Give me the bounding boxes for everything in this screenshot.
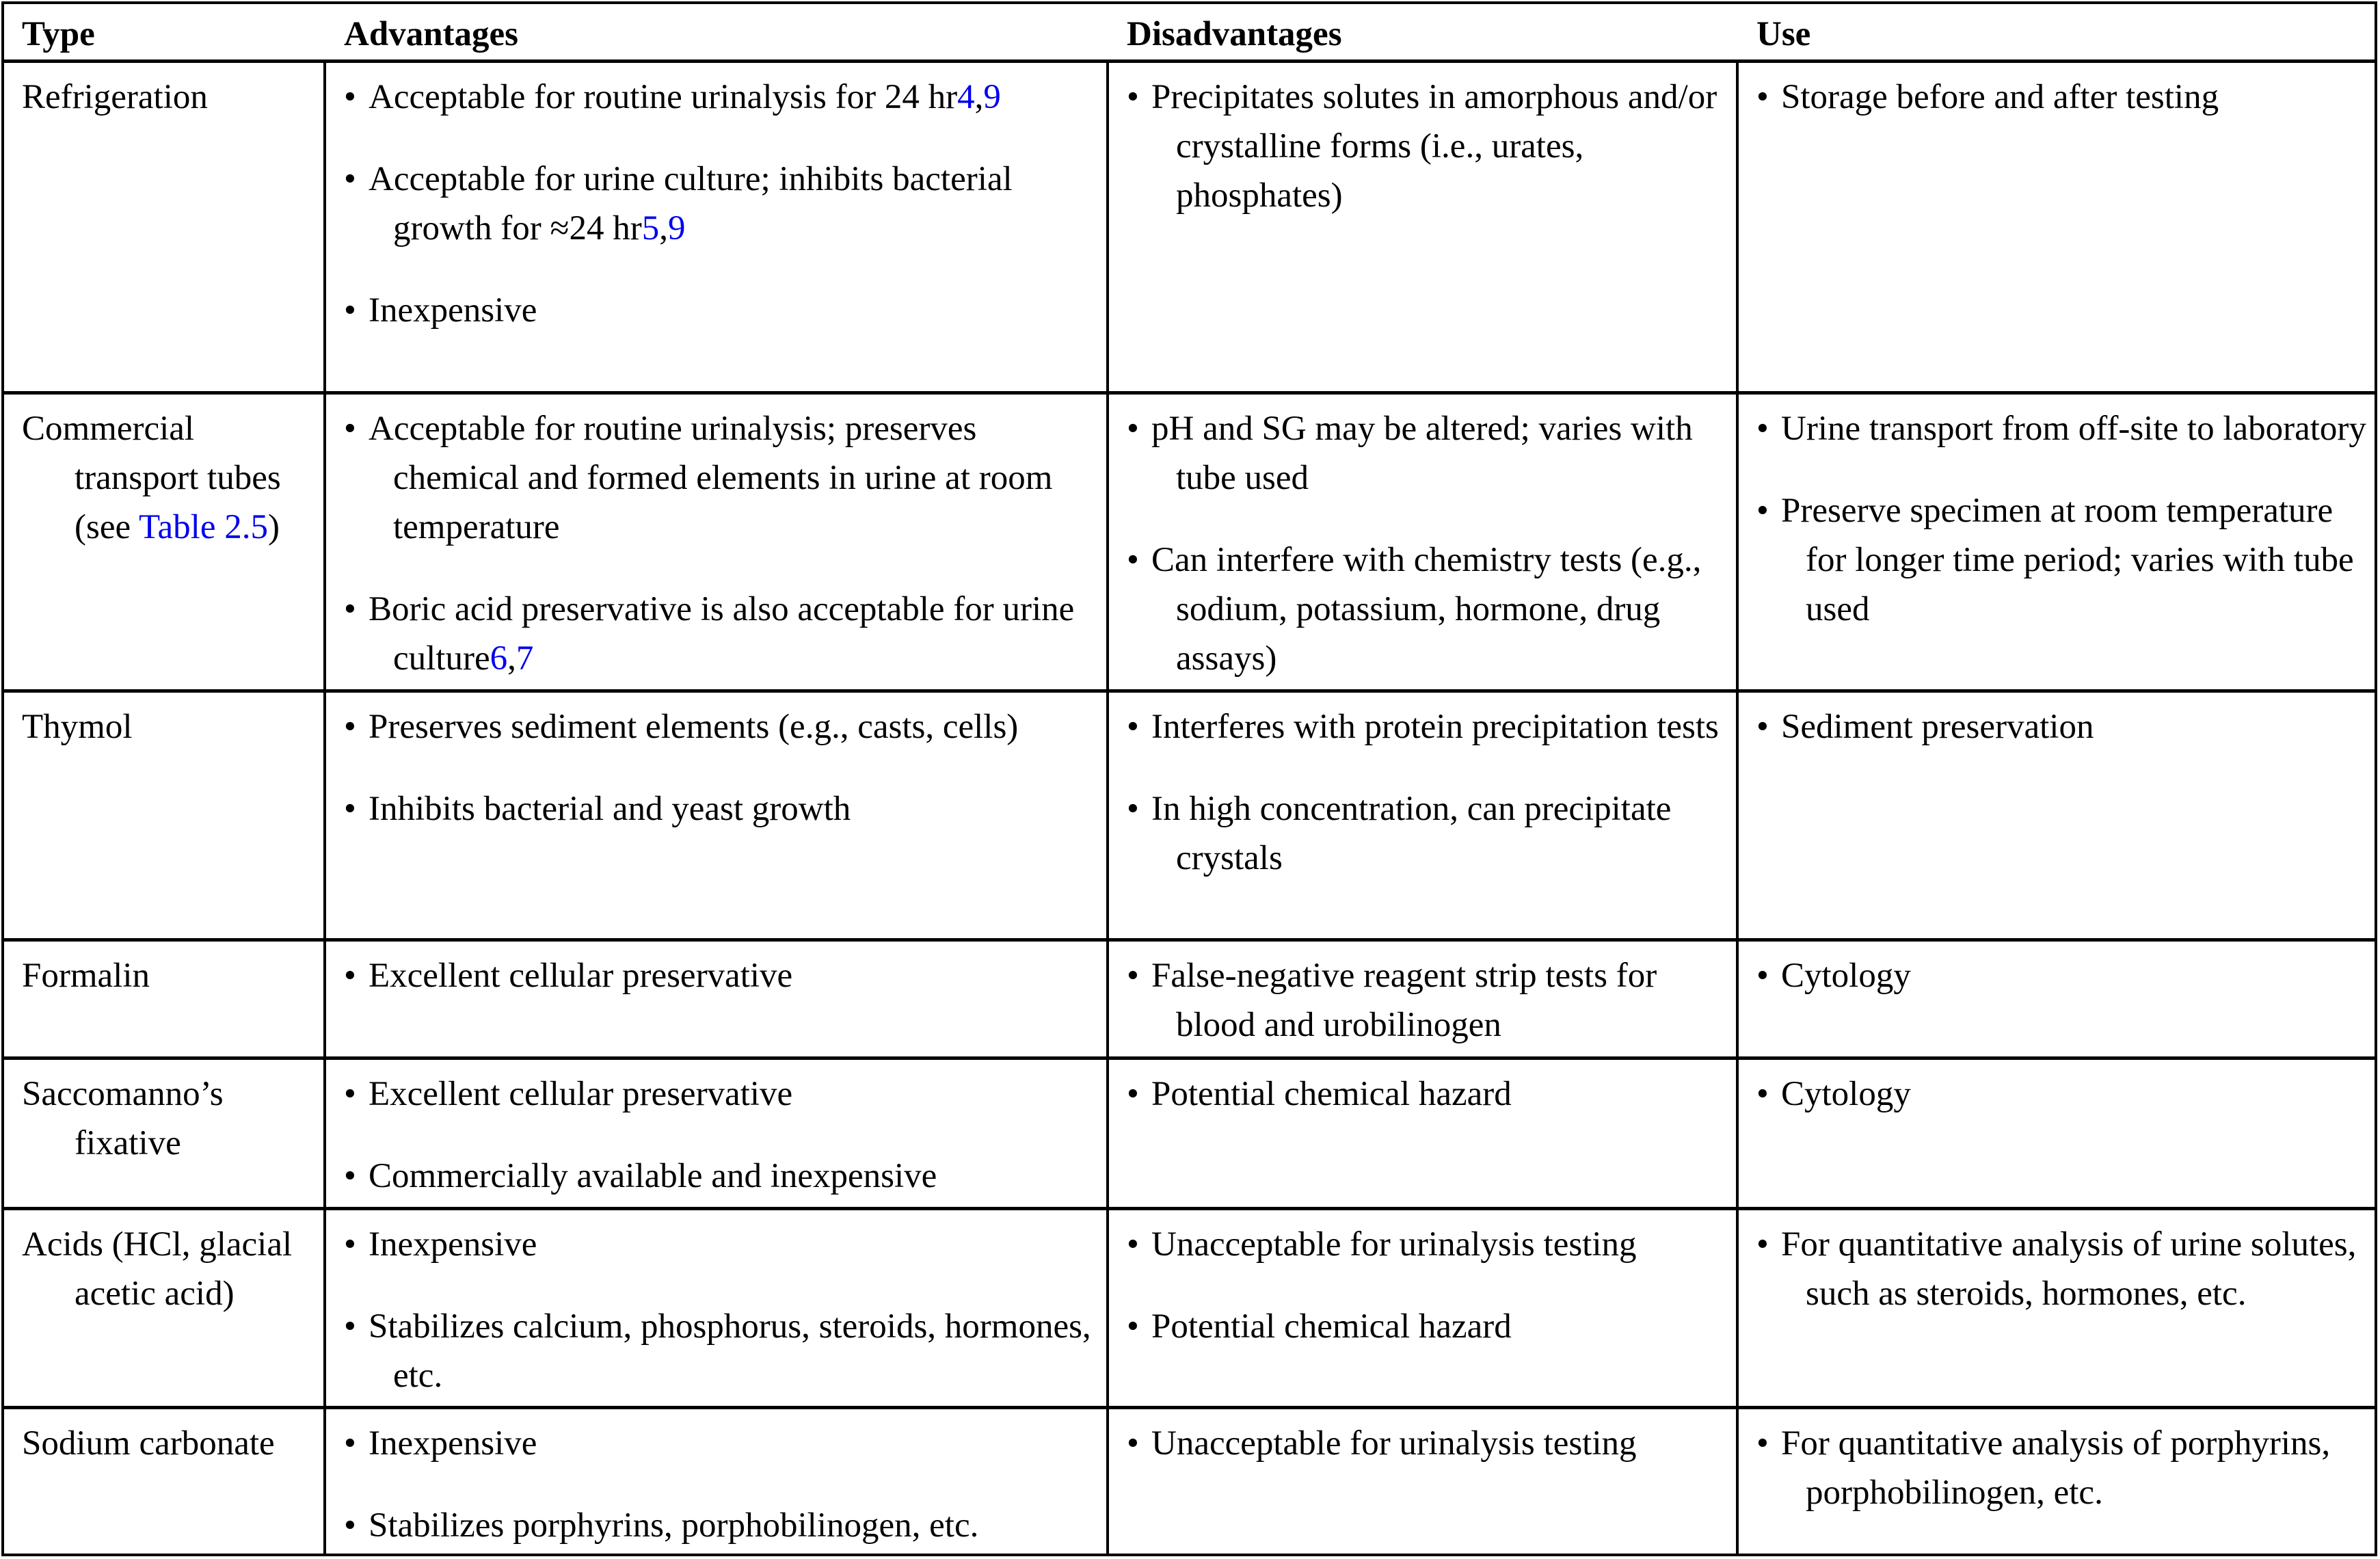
- type-label: [22, 1069, 317, 1168]
- item-text: Storage before and after testing: [1781, 78, 2219, 116]
- bullet-icon: •: [1756, 1075, 1769, 1113]
- list-item: [344, 1302, 1097, 1400]
- item-text: Precipitates solutes in amorphous and/or crystalline forms (i.e., urates, phosphates): [1151, 78, 1717, 215]
- list-item: [344, 286, 1097, 335]
- advantages-text: [369, 286, 1097, 335]
- item-text: Unacceptable for urinalysis testing: [1151, 1225, 1637, 1264]
- header-type: Type: [22, 15, 95, 53]
- advantages-cell: [323, 693, 1106, 938]
- item-text: False-negative reagent strip tests for blood and urobilinogen: [1151, 957, 1657, 1044]
- advantages-text: [369, 702, 1097, 751]
- type-cell: [4, 693, 323, 938]
- item-text: Preserves sediment elements (e.g., casts, cells): [369, 708, 1019, 746]
- list-item: [1756, 702, 2373, 751]
- advantages-list: [344, 1069, 1097, 1201]
- bullet-icon: •: [1127, 1075, 1139, 1113]
- bullet-icon: •: [1127, 790, 1139, 828]
- bullet-icon: •: [1127, 957, 1139, 995]
- list-item: [1756, 486, 2373, 634]
- bullet-icon: •: [1127, 78, 1139, 116]
- type-label: [22, 702, 317, 751]
- bullet-icon: •: [344, 1225, 356, 1264]
- list-item: [1127, 535, 1730, 683]
- list-item: [344, 1220, 1097, 1269]
- advantages-text: [369, 155, 1097, 253]
- bullet-icon: •: [344, 1307, 356, 1346]
- bullet-icon: •: [1756, 492, 1769, 530]
- bullet-icon: •: [1127, 541, 1139, 579]
- item-text: Cytology: [1781, 1075, 1911, 1113]
- list-item: [1756, 1069, 2373, 1119]
- bullet-icon: •: [344, 1157, 356, 1195]
- disadvantages-text: [1151, 1419, 1730, 1468]
- disadvantages-cell: [1106, 693, 1736, 938]
- table-reference-link[interactable]: Table 2.5: [138, 508, 268, 546]
- disadvantages-cell: [1106, 942, 1736, 1056]
- use-text: [1781, 702, 2373, 751]
- use-cell: [1736, 1060, 2380, 1207]
- item-text: Potential chemical hazard: [1151, 1075, 1512, 1113]
- type-label: [22, 1419, 317, 1468]
- reference-link[interactable]: 6: [490, 639, 508, 678]
- item-text: Unacceptable for urinalysis testing: [1151, 1424, 1637, 1463]
- disadvantages-list: [1127, 404, 1730, 683]
- bullet-icon: •: [344, 590, 356, 628]
- use-text: [1781, 1419, 2373, 1517]
- use-cell: [1736, 63, 2380, 391]
- use-text: [1781, 486, 2373, 634]
- type-cell: [4, 942, 323, 1056]
- bullet-icon: •: [1127, 708, 1139, 746]
- disadvantages-text: [1151, 535, 1730, 683]
- bullet-icon: •: [1127, 1307, 1139, 1346]
- advantages-cell: [323, 1060, 1106, 1207]
- use-text: [1781, 404, 2373, 453]
- disadvantages-cell: [1106, 1210, 1736, 1406]
- advantages-text: [369, 1151, 1097, 1201]
- type-label: [22, 72, 317, 122]
- bullet-icon: •: [344, 78, 356, 116]
- disadvantages-text: [1151, 1302, 1730, 1351]
- type-cell: [4, 1409, 323, 1554]
- advantages-text: [369, 1302, 1097, 1400]
- use-cell: [1736, 1210, 2380, 1406]
- list-item: [1127, 1069, 1730, 1119]
- item-text: Interferes with protein precipitation tests: [1151, 708, 1719, 746]
- reference-link[interactable]: 9: [983, 78, 1001, 116]
- list-item: [1756, 72, 2373, 122]
- bullet-icon: •: [344, 708, 356, 746]
- item-text: For quantitative analysis of porphyrins, porphobilinogen, etc.: [1781, 1424, 2331, 1512]
- list-item: [1127, 784, 1730, 883]
- bullet-icon: •: [1127, 1225, 1139, 1264]
- reference-link[interactable]: 5: [641, 209, 660, 248]
- reference-separator: ,: [974, 78, 984, 116]
- preservatives-table: [1, 1, 2377, 1556]
- type-label: [22, 1220, 317, 1318]
- table-row: [4, 1207, 2375, 1406]
- bullet-icon: •: [344, 957, 356, 995]
- bullet-icon: •: [344, 1075, 356, 1113]
- table-row: [4, 938, 2375, 1056]
- use-list: [1756, 951, 2373, 1000]
- advantages-list: [344, 404, 1097, 683]
- use-list: [1756, 72, 2373, 122]
- type-label: [22, 404, 317, 552]
- use-text: [1781, 951, 2373, 1000]
- table-row: [4, 1056, 2375, 1207]
- reference-separator: ,: [659, 209, 668, 248]
- item-text: Acceptable for urine culture; inhibits bacterial growth for ≈24 hr: [369, 160, 1013, 248]
- item-text: Cytology: [1781, 957, 1911, 995]
- item-text: Stabilizes calcium, phosphorus, steroids, hormones, etc.: [369, 1307, 1091, 1395]
- reference-link[interactable]: 4: [957, 78, 975, 116]
- reference-link[interactable]: 7: [516, 639, 534, 678]
- disadvantages-list: [1127, 1220, 1730, 1351]
- advantages-cell: [323, 63, 1106, 391]
- type-cell: [4, 1210, 323, 1406]
- advantages-cell: [323, 1210, 1106, 1406]
- advantages-text: [369, 72, 1097, 122]
- list-item: [1127, 951, 1730, 1050]
- use-list: [1756, 1069, 2373, 1119]
- item-text: Boric acid preservative is also acceptable for urine culture: [369, 590, 1075, 678]
- item-text: Acceptable for routine urinalysis; preserves chemical and formed elements in urine at room temperature: [369, 410, 1053, 546]
- bullet-icon: •: [344, 160, 356, 198]
- bullet-icon: •: [1756, 1225, 1769, 1264]
- advantages-list: [344, 1220, 1097, 1400]
- advantages-text: [369, 1501, 1097, 1550]
- item-text: Sediment preservation: [1781, 708, 2094, 746]
- type-text: Thymol: [22, 708, 133, 746]
- list-item: [344, 951, 1097, 1000]
- advantages-text: [369, 1220, 1097, 1269]
- type-text: Saccomanno’s fixative: [22, 1075, 224, 1162]
- bullet-icon: •: [344, 790, 356, 828]
- list-item: [1127, 702, 1730, 751]
- advantages-text: [369, 404, 1097, 552]
- type-cell: [4, 395, 323, 689]
- use-cell: [1736, 395, 2380, 689]
- disadvantages-cell: [1106, 395, 1736, 689]
- type-text: Refrigeration: [22, 78, 208, 116]
- reference-separator: ,: [507, 639, 516, 678]
- item-text: pH and SG may be altered; varies with tube used: [1151, 410, 1693, 497]
- list-item: [1127, 1302, 1730, 1351]
- disadvantages-text: [1151, 951, 1730, 1050]
- use-cell: [1736, 693, 2380, 938]
- table-row: [4, 689, 2375, 938]
- use-text: [1781, 1220, 2373, 1318]
- use-cell: [1736, 942, 2380, 1056]
- disadvantages-text: [1151, 1220, 1730, 1269]
- use-list: [1756, 404, 2373, 634]
- bullet-icon: •: [1756, 1424, 1769, 1463]
- list-item: [344, 404, 1097, 552]
- list-item: [344, 1419, 1097, 1468]
- header-disadvantages: Disadvantages: [1127, 15, 1342, 53]
- item-text: Inexpensive: [369, 1424, 537, 1463]
- disadvantages-text: [1151, 784, 1730, 883]
- item-text: Inexpensive: [369, 1225, 537, 1264]
- disadvantages-list: [1127, 72, 1730, 220]
- type-cell: [4, 1060, 323, 1207]
- type-text: Formalin: [22, 957, 150, 995]
- use-list: [1756, 702, 2373, 751]
- disadvantages-cell: [1106, 1060, 1736, 1207]
- list-item: [344, 1069, 1097, 1119]
- list-item: [1756, 404, 2373, 453]
- list-item: [344, 784, 1097, 834]
- advantages-list: [344, 72, 1097, 335]
- advantages-text: [369, 951, 1097, 1000]
- advantages-cell: [323, 1409, 1106, 1554]
- disadvantages-list: [1127, 702, 1730, 883]
- advantages-list: [344, 702, 1097, 834]
- advantages-cell: [323, 942, 1106, 1056]
- bullet-icon: •: [344, 1506, 356, 1545]
- item-text: Urine transport from off-site to laboratory: [1781, 410, 2366, 448]
- item-text: Inexpensive: [369, 291, 537, 330]
- item-text: Excellent cellular preservative: [369, 957, 793, 995]
- item-text: Excellent cellular preservative: [369, 1075, 793, 1113]
- item-text: In high concentration, can precipitate crystals: [1151, 790, 1672, 877]
- advantages-text: [369, 585, 1097, 683]
- bullet-icon: •: [1756, 78, 1769, 116]
- list-item: [344, 155, 1097, 253]
- list-item: [1127, 72, 1730, 220]
- disadvantages-text: [1151, 404, 1730, 503]
- table-header-row: [4, 4, 2375, 59]
- list-item: [344, 1501, 1097, 1550]
- list-item: [344, 585, 1097, 683]
- header-advantages: Advantages: [344, 15, 519, 53]
- type-text: Commercial transport tubes (see: [22, 410, 281, 546]
- bullet-icon: •: [1756, 957, 1769, 995]
- disadvantages-text: [1151, 702, 1730, 751]
- use-list: [1756, 1419, 2373, 1517]
- item-text: Inhibits bacterial and yeast growth: [369, 790, 851, 828]
- use-list: [1756, 1220, 2373, 1318]
- item-text: Commercially available and inexpensive: [369, 1157, 937, 1195]
- advantages-text: [369, 1419, 1097, 1468]
- bullet-icon: •: [344, 291, 356, 330]
- item-text: For quantitative analysis of urine solutes, such as steroids, hormones, etc.: [1781, 1225, 2357, 1313]
- table-row: [4, 1406, 2375, 1554]
- list-item: [1127, 1419, 1730, 1468]
- type-text: Acids (HCl, glacial acetic acid): [22, 1225, 293, 1313]
- list-item: [1127, 1220, 1730, 1269]
- bullet-icon: •: [344, 410, 356, 448]
- item-text: Stabilizes porphyrins, porphobilinogen, etc.: [369, 1506, 979, 1545]
- item-text: Preserve specimen at room temperature for longer time period; varies with tube used: [1781, 492, 2354, 628]
- table-row: [4, 59, 2375, 391]
- disadvantages-text: [1151, 1069, 1730, 1119]
- disadvantages-list: [1127, 1069, 1730, 1119]
- bullet-icon: •: [1756, 708, 1769, 746]
- disadvantages-cell: [1106, 63, 1736, 391]
- disadvantages-text: [1151, 72, 1730, 220]
- item-text: Potential chemical hazard: [1151, 1307, 1512, 1346]
- list-item: [1127, 404, 1730, 503]
- table-row: [4, 391, 2375, 689]
- list-item: [344, 702, 1097, 751]
- reference-link[interactable]: 9: [667, 209, 686, 248]
- use-text: [1781, 72, 2373, 122]
- bullet-icon: •: [1127, 1424, 1139, 1463]
- type-text-after: ): [267, 508, 280, 546]
- use-text: [1781, 1069, 2373, 1119]
- advantages-text: [369, 784, 1097, 834]
- disadvantages-list: [1127, 1419, 1730, 1468]
- list-item: [344, 1151, 1097, 1201]
- list-item: [344, 72, 1097, 122]
- item-text: Acceptable for routine urinalysis for 24 hr: [369, 78, 958, 116]
- bullet-icon: •: [1127, 410, 1139, 448]
- type-text: Sodium carbonate: [22, 1424, 275, 1463]
- list-item: [1756, 1419, 2373, 1517]
- advantages-list: [344, 951, 1097, 1000]
- use-cell: [1736, 1409, 2380, 1554]
- type-cell: [4, 63, 323, 391]
- disadvantages-cell: [1106, 1409, 1736, 1554]
- bullet-icon: •: [1756, 410, 1769, 448]
- disadvantages-list: [1127, 951, 1730, 1050]
- type-label: [22, 951, 317, 1000]
- list-item: [1756, 951, 2373, 1000]
- advantages-cell: [323, 395, 1106, 689]
- list-item: [1756, 1220, 2373, 1318]
- bullet-icon: •: [344, 1424, 356, 1463]
- advantages-list: [344, 1419, 1097, 1550]
- advantages-text: [369, 1069, 1097, 1119]
- header-use: Use: [1756, 15, 1811, 53]
- item-text: Can interfere with chemistry tests (e.g., sodium, potassium, hormone, drug assays): [1151, 541, 1702, 678]
